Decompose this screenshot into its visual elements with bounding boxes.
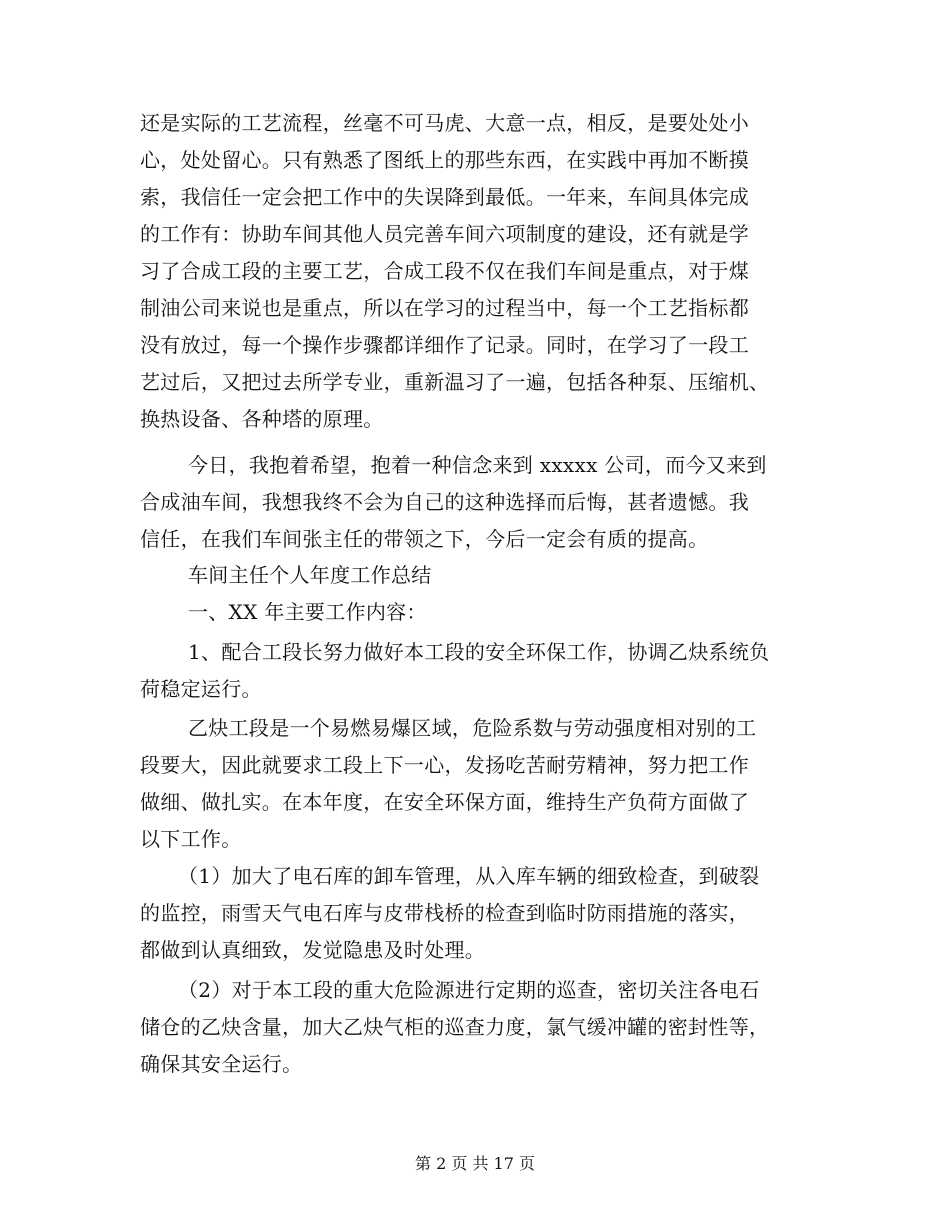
text-line: 习了合成工段的主要工艺，合成工段不仅在我们车间是重点，对于煤 (140, 259, 749, 283)
text-line: 心，处处留心。只有熟悉了图纸上的那些东西，在实践中再加不断摸 (140, 148, 749, 172)
text-line: 信任，在我们车间张主任的带领之下，今后一定会有质的提高。 (140, 527, 709, 551)
text-line: 还是实际的工艺流程，丝毫不可马虎、大意一点，相反，是要处处小 (140, 111, 749, 135)
text-line: 1、配合工段长努力做好本工段的安全环保工作，协调乙炔系统负 (188, 640, 770, 664)
section-heading: 车间主任个人年度工作总结 (188, 563, 432, 587)
text-line: 以下工作。 (140, 827, 242, 851)
text-line: 储仓的乙炔含量，加大乙炔气柜的巡查力度，氯气缓冲罐的密封性等， (140, 1015, 770, 1039)
text-line: （2）对于本工段的重大危险源进行定期的巡查，密切关注各电石 (178, 978, 760, 1002)
text-line: 制油公司来说也是重点，所以在学习的过程当中，每一个工艺指标都 (140, 296, 749, 320)
text-line: 荷稳定运行。 (140, 677, 262, 701)
text-line: 换热设备、各种塔的原理。 (140, 407, 384, 431)
text-line: 艺过后，又把过去所学专业，重新温习了一遍，包括各种泵、压缩机、 (140, 370, 770, 394)
text-line: （1）加大了电石库的卸车管理，从入库车辆的细致检查，到破裂 (178, 864, 760, 888)
text-line: 乙炔工段是一个易燃易爆区域，危险系数与劳动强度相对别的工 (188, 716, 757, 740)
text-line: 段要大，因此就要求工段上下一心，发扬吃苦耐劳精神，努力把工作 (140, 753, 749, 777)
text-line: 合成油车间，我想我终不会为自己的这种选择而后悔，甚者遗憾。我 (140, 490, 749, 514)
text-line: 做细、做扎实。在本年度，在安全环保方面，维持生产负荷方面做了 (140, 790, 749, 814)
text-line: 确保其安全运行。 (140, 1052, 303, 1076)
text-line: 索，我信任一定会把工作中的失误降到最低。一年来，车间具体完成 (140, 185, 749, 209)
text-line: 的监控，雨雪天气电石库与皮带栈桥的检查到临时防雨措施的落实， (140, 901, 749, 925)
text-line: 的工作有：协助车间其他人员完善车间六项制度的建设，还有就是学 (140, 222, 749, 246)
text-line: 都做到认真细致，发觉隐患及时处理。 (140, 938, 486, 962)
text-line: 没有放过，每一个操作步骤都详细作了记录。同时，在学习了一段工 (140, 333, 749, 357)
text-line: 今日，我抱着希望，抱着一种信念来到 xxxxx 公司，而今又来到 (188, 453, 767, 477)
page-number: 第 2 页 共 17 页 (415, 1154, 535, 1173)
section-heading: 一、XX 年主要工作内容： (188, 600, 427, 624)
